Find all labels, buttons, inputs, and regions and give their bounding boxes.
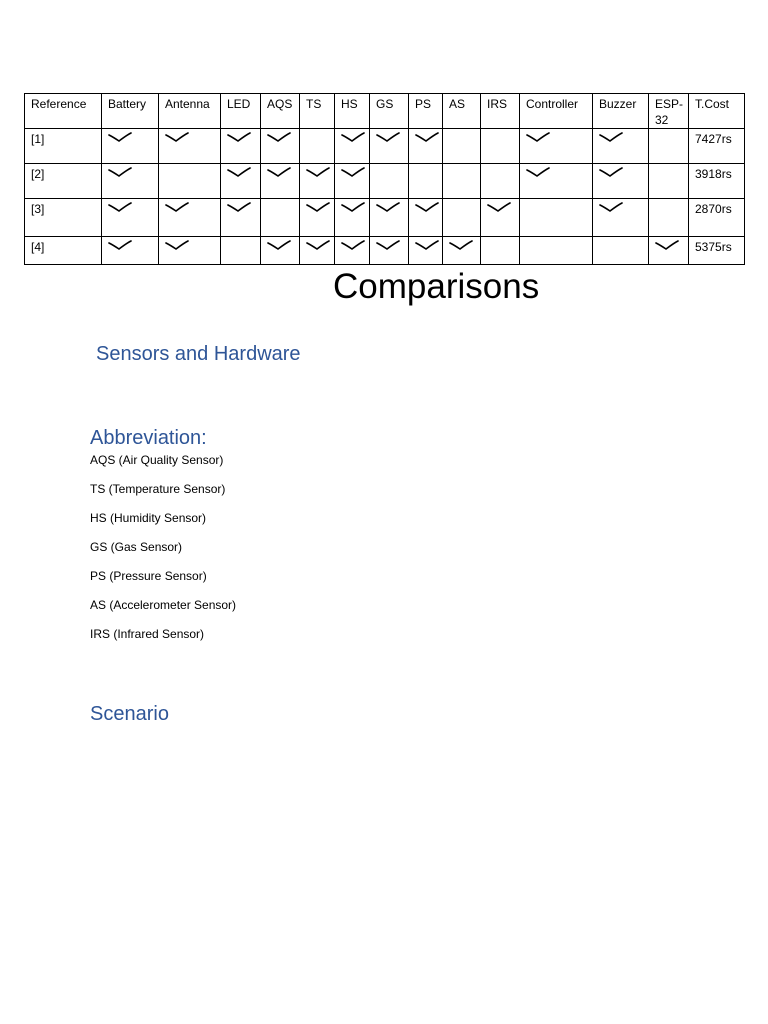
component-cell bbox=[221, 129, 261, 164]
checkmark-icon bbox=[165, 202, 189, 214]
checkmark-icon bbox=[227, 132, 251, 144]
total-cost-cell: 5375rs bbox=[689, 237, 745, 265]
header-buzzer: Buzzer bbox=[593, 94, 649, 129]
total-cost-cell: 2870rs bbox=[689, 199, 745, 237]
checkmark-icon bbox=[165, 132, 189, 144]
header-total-cost: T.Cost bbox=[689, 94, 745, 129]
checkmark-icon bbox=[306, 202, 330, 214]
component-cell bbox=[649, 237, 689, 265]
table-row bbox=[25, 129, 745, 164]
checkmark-icon bbox=[341, 240, 365, 252]
component-cell bbox=[593, 199, 649, 237]
abbreviation-list bbox=[90, 452, 236, 655]
header-reference: Reference bbox=[25, 94, 102, 129]
checkmark-icon bbox=[526, 167, 550, 179]
component-cell bbox=[102, 129, 159, 164]
component-cell bbox=[593, 129, 649, 164]
table-row bbox=[25, 237, 745, 265]
component-cell bbox=[409, 129, 443, 164]
checkmark-icon bbox=[165, 240, 189, 252]
component-cell bbox=[593, 237, 649, 265]
component-cell bbox=[335, 237, 370, 265]
component-cell bbox=[261, 129, 300, 164]
header-ps: PS bbox=[409, 94, 443, 129]
checkmark-icon bbox=[487, 202, 511, 214]
total-cost-cell: 3918rs bbox=[689, 164, 745, 199]
component-cell bbox=[481, 164, 520, 199]
component-cell bbox=[370, 164, 409, 199]
page-title: Comparisons bbox=[333, 267, 540, 306]
component-cell bbox=[409, 237, 443, 265]
component-cell bbox=[102, 237, 159, 265]
component-cell bbox=[481, 199, 520, 237]
checkmark-icon bbox=[376, 132, 400, 144]
reference-cell: [4] bbox=[25, 237, 102, 265]
checkmark-icon bbox=[267, 167, 291, 179]
component-cell bbox=[102, 164, 159, 199]
component-cell bbox=[159, 199, 221, 237]
checkmark-icon bbox=[599, 167, 623, 179]
component-cell bbox=[520, 129, 593, 164]
checkmark-icon bbox=[267, 132, 291, 144]
checkmark-icon bbox=[376, 202, 400, 214]
header-esp32: ESP-32 bbox=[649, 94, 689, 129]
component-cell bbox=[335, 129, 370, 164]
table-row bbox=[25, 164, 745, 199]
component-cell bbox=[443, 129, 481, 164]
checkmark-icon bbox=[306, 240, 330, 252]
checkmark-icon bbox=[341, 132, 365, 144]
checkmark-icon bbox=[108, 167, 132, 179]
component-cell bbox=[159, 164, 221, 199]
abbreviation-item: GS (Gas Sensor) bbox=[90, 540, 183, 554]
checkmark-icon bbox=[449, 240, 473, 252]
header-led: LED bbox=[221, 94, 261, 129]
table-row bbox=[25, 199, 745, 237]
component-cell bbox=[300, 164, 335, 199]
component-cell bbox=[300, 129, 335, 164]
component-cell bbox=[409, 164, 443, 199]
header-irs: IRS bbox=[481, 94, 520, 129]
component-cell bbox=[593, 164, 649, 199]
component-cell bbox=[649, 129, 689, 164]
component-cell bbox=[261, 164, 300, 199]
header-as: AS bbox=[443, 94, 481, 129]
abbreviation-item: HS (Humidity Sensor) bbox=[90, 511, 207, 525]
component-cell bbox=[520, 199, 593, 237]
component-cell bbox=[443, 164, 481, 199]
abbreviation-item: AS (Accelerometer Sensor) bbox=[90, 598, 237, 612]
abbreviation-item: TS (Temperature Sensor) bbox=[90, 482, 226, 496]
component-cell bbox=[409, 199, 443, 237]
abbreviation-item: PS (Pressure Sensor) bbox=[90, 569, 207, 583]
component-cell bbox=[221, 164, 261, 199]
component-cell bbox=[370, 237, 409, 265]
component-cell bbox=[370, 199, 409, 237]
component-cell bbox=[221, 199, 261, 237]
component-cell bbox=[443, 237, 481, 265]
checkmark-icon bbox=[376, 240, 400, 252]
component-cell bbox=[370, 129, 409, 164]
checkmark-icon bbox=[108, 240, 132, 252]
checkmark-icon bbox=[415, 202, 439, 214]
checkmark-icon bbox=[108, 132, 132, 144]
component-cell bbox=[159, 237, 221, 265]
component-cell bbox=[443, 199, 481, 237]
component-cell bbox=[649, 164, 689, 199]
checkmark-icon bbox=[341, 202, 365, 214]
component-cell bbox=[649, 199, 689, 237]
header-gs: GS bbox=[370, 94, 409, 129]
checkmark-icon bbox=[108, 202, 132, 214]
abbreviation-heading: Abbreviation: bbox=[90, 427, 207, 449]
component-cell bbox=[520, 164, 593, 199]
component-cell bbox=[481, 129, 520, 164]
abbreviation-item: IRS (Infrared Sensor) bbox=[90, 627, 205, 641]
component-cell bbox=[520, 237, 593, 265]
component-cell bbox=[221, 237, 261, 265]
abbreviation-item: AQS (Air Quality Sensor) bbox=[90, 453, 224, 467]
checkmark-icon bbox=[415, 132, 439, 144]
component-cell bbox=[261, 237, 300, 265]
checkmark-icon bbox=[599, 202, 623, 214]
checkmark-icon bbox=[267, 240, 291, 252]
sensors-hardware-heading: Sensors and Hardware bbox=[96, 343, 301, 365]
reference-cell: [3] bbox=[25, 199, 102, 237]
component-cell bbox=[481, 237, 520, 265]
checkmark-icon bbox=[655, 240, 679, 252]
checkmark-icon bbox=[526, 132, 550, 144]
checkmark-icon bbox=[227, 167, 251, 179]
header-aqs: AQS bbox=[261, 94, 300, 129]
checkmark-icon bbox=[599, 132, 623, 144]
checkmark-icon bbox=[415, 240, 439, 252]
checkmark-icon bbox=[341, 167, 365, 179]
header-antenna: Antenna bbox=[159, 94, 221, 129]
header-ts: TS bbox=[300, 94, 335, 129]
total-cost-cell: 7427rs bbox=[689, 129, 745, 164]
component-cell bbox=[335, 164, 370, 199]
comparison-table bbox=[24, 93, 745, 265]
checkmark-icon bbox=[227, 202, 251, 214]
header-battery: Battery bbox=[102, 94, 159, 129]
reference-cell: [2] bbox=[25, 164, 102, 199]
header-controller: Controller bbox=[520, 94, 593, 129]
header-hs: HS bbox=[335, 94, 370, 129]
scenario-heading: Scenario bbox=[90, 703, 169, 725]
checkmark-icon bbox=[306, 167, 330, 179]
component-cell bbox=[261, 199, 300, 237]
reference-cell: [1] bbox=[25, 129, 102, 164]
table-header-row bbox=[25, 94, 745, 129]
component-cell bbox=[102, 199, 159, 237]
component-cell bbox=[300, 199, 335, 237]
component-cell bbox=[159, 129, 221, 164]
component-cell bbox=[335, 199, 370, 237]
component-cell bbox=[300, 237, 335, 265]
